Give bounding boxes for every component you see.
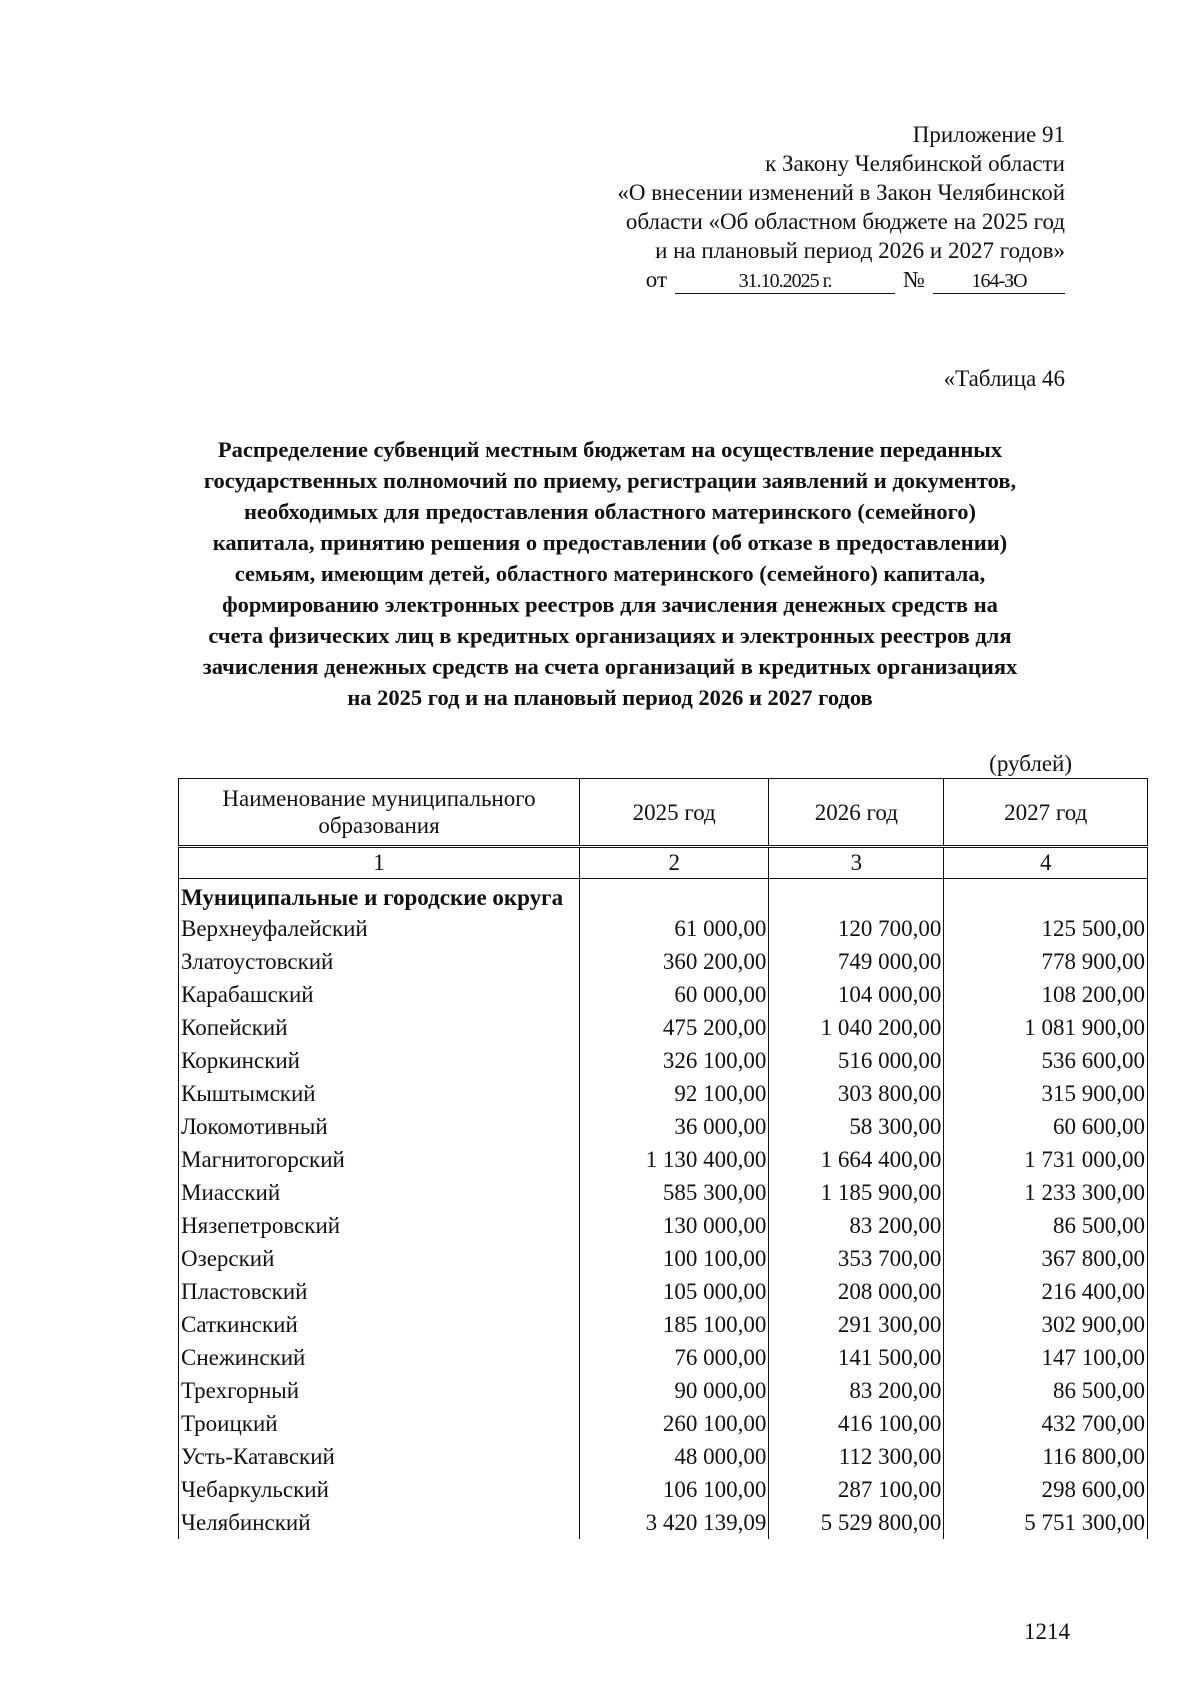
value-2026: 287 100,00 [769,1473,944,1506]
header-2027: 2027 год [944,779,1148,847]
table-row [179,1044,1148,1077]
value-2026: 5 529 800,00 [769,1506,944,1539]
value-2027: 367 800,00 [944,1242,1148,1275]
group-title: Муниципальные и городские округа [179,879,580,913]
table-row [179,1440,1148,1473]
municipality-name: Магнитогорский [179,1143,580,1176]
value-2026: 104 000,00 [769,978,944,1011]
title-line: капитала, принятию решения о предоставлении (об отказе в предоставлении) [212,530,1008,555]
value-2027: 778 900,00 [944,945,1148,978]
column-number-row [179,847,1148,879]
value-2027: 1 233 300,00 [944,1176,1148,1209]
table-row [179,1110,1148,1143]
table-row [179,1341,1148,1374]
header-2026: 2026 год [769,779,944,847]
value-2027: 5 751 300,00 [944,1506,1148,1539]
value-2027: 1 731 000,00 [944,1143,1148,1176]
value-2026: 291 300,00 [769,1308,944,1341]
value-2025: 36 000,00 [580,1110,769,1143]
table-row [179,1473,1148,1506]
empty-cell [580,879,769,913]
number-label: № [903,267,925,292]
header-municipality: Наименование муниципального образования [179,779,580,847]
value-2027: 536 600,00 [944,1044,1148,1077]
value-2026: 83 200,00 [769,1209,944,1242]
title-line: семьям, имеющим детей, областного материнского (семейного) капитала, [234,561,986,586]
value-2026: 303 800,00 [769,1077,944,1110]
value-2026: 1 185 900,00 [769,1176,944,1209]
value-2027: 125 500,00 [944,912,1148,945]
municipality-name: Кыштымский [179,1077,580,1110]
law-number: 164-ЗО [933,269,1065,294]
value-2026: 112 300,00 [769,1440,944,1473]
value-2026: 749 000,00 [769,945,944,978]
from-label: от [645,267,668,292]
value-2026: 353 700,00 [769,1242,944,1275]
municipality-name: Верхнеуфалейский [179,912,580,945]
value-2025: 185 100,00 [580,1308,769,1341]
title-line: счета физических лиц в кредитных организациях и электронных реестров для [208,623,1012,648]
subvention-table [178,778,1148,1539]
table-body [179,912,1148,1539]
table-row [179,1308,1148,1341]
page-number: 1214 [1024,1619,1070,1644]
column-number: 1 [179,847,580,879]
value-2027: 315 900,00 [944,1077,1148,1110]
value-2025: 48 000,00 [580,1440,769,1473]
table-row [179,1176,1148,1209]
header-2025: 2025 год [580,779,769,847]
value-2025: 106 100,00 [580,1473,769,1506]
value-2026: 1 664 400,00 [769,1143,944,1176]
value-2026: 1 040 200,00 [769,1011,944,1044]
table-row [179,945,1148,978]
municipality-name: Саткинский [179,1308,580,1341]
appendix-header [505,120,1065,294]
municipality-name: Пластовский [179,1275,580,1308]
value-2027: 86 500,00 [944,1209,1148,1242]
table-row [179,1209,1148,1242]
value-2027: 108 200,00 [944,978,1148,1011]
value-2025: 475 200,00 [580,1011,769,1044]
table-reference: «Таблица 46 [943,366,1065,391]
municipality-name: Усть-Катавский [179,1440,580,1473]
title-line: на 2025 год и на плановый период 2026 и 2027 годов [347,685,873,710]
table-row [179,978,1148,1011]
municipality-name: Копейский [179,1011,580,1044]
value-2026: 208 000,00 [769,1275,944,1308]
municipality-name: Златоустовский [179,945,580,978]
value-2025: 100 100,00 [580,1242,769,1275]
law-title-line-1: «О внесении изменений в Закон Челябинской [617,180,1065,205]
value-2027: 147 100,00 [944,1341,1148,1374]
title-line: государственных полномочий по приему, регистрации заявлений и документов, [203,468,1017,493]
value-2026: 141 500,00 [769,1341,944,1374]
title-line: зачисления денежных средств на счета организаций в кредитных организациях [202,654,1018,679]
value-2027: 60 600,00 [944,1110,1148,1143]
municipality-name: Снежинский [179,1341,580,1374]
law-date-number-line [505,265,1065,294]
value-2027: 86 500,00 [944,1374,1148,1407]
municipality-name: Троицкий [179,1407,580,1440]
value-2025: 260 100,00 [580,1407,769,1440]
title-line: необходимых для предоставления областного материнского (семейного) [243,499,977,524]
municipality-name: Карабашский [179,978,580,1011]
appendix-number: Приложение 91 [912,122,1065,147]
law-date: 31.10.2025 г. [675,269,895,294]
value-2025: 1 130 400,00 [580,1143,769,1176]
value-2026: 120 700,00 [769,912,944,945]
law-reference: к Закону Челябинской области [765,151,1065,176]
column-number: 3 [769,847,944,879]
value-2027: 302 900,00 [944,1308,1148,1341]
value-2027: 216 400,00 [944,1275,1148,1308]
value-2025: 360 200,00 [580,945,769,978]
law-title-line-2: области «Об областном бюджете на 2025 год [625,209,1065,234]
value-2026: 416 100,00 [769,1407,944,1440]
title-line: формированию электронных реестров для зачисления денежных средств на [222,592,998,617]
municipality-name: Озерский [179,1242,580,1275]
municipality-name: Локомотивный [179,1110,580,1143]
value-2025: 105 000,00 [580,1275,769,1308]
table-row [179,1506,1148,1539]
value-2025: 585 300,00 [580,1176,769,1209]
group-row [179,879,1148,913]
title-line: Распределение субвенций местным бюджетам на осуществление переданных [217,437,1003,462]
value-2025: 92 100,00 [580,1077,769,1110]
value-2025: 60 000,00 [580,978,769,1011]
value-2027: 298 600,00 [944,1473,1148,1506]
table-row [179,1407,1148,1440]
value-2025: 90 000,00 [580,1374,769,1407]
units-label: (рублей) [989,751,1072,776]
municipality-name: Чебаркульский [179,1473,580,1506]
column-number: 4 [944,847,1148,879]
table-row [179,1242,1148,1275]
value-2027: 1 081 900,00 [944,1011,1148,1044]
municipality-name: Трехгорный [179,1374,580,1407]
empty-cell [944,879,1148,913]
value-2026: 58 300,00 [769,1110,944,1143]
column-number: 2 [580,847,769,879]
value-2025: 130 000,00 [580,1209,769,1242]
value-2026: 83 200,00 [769,1374,944,1407]
document-title [170,434,1050,713]
municipality-name: Челябинский [179,1506,580,1539]
value-2027: 116 800,00 [944,1440,1148,1473]
table-header-row [179,779,1148,847]
value-2025: 3 420 139,09 [580,1506,769,1539]
table-row [179,1077,1148,1110]
law-title-line-3: и на плановый период 2026 и 2027 годов» [655,238,1065,263]
table-row [179,1143,1148,1176]
table-row [179,1275,1148,1308]
municipality-name: Коркинский [179,1044,580,1077]
value-2026: 516 000,00 [769,1044,944,1077]
municipality-name: Нязепетровский [179,1209,580,1242]
value-2025: 61 000,00 [580,912,769,945]
value-2025: 326 100,00 [580,1044,769,1077]
value-2027: 432 700,00 [944,1407,1148,1440]
table-row [179,1374,1148,1407]
municipality-name: Миасский [179,1176,580,1209]
value-2025: 76 000,00 [580,1341,769,1374]
empty-cell [769,879,944,913]
table-row [179,1011,1148,1044]
table-row [179,912,1148,945]
